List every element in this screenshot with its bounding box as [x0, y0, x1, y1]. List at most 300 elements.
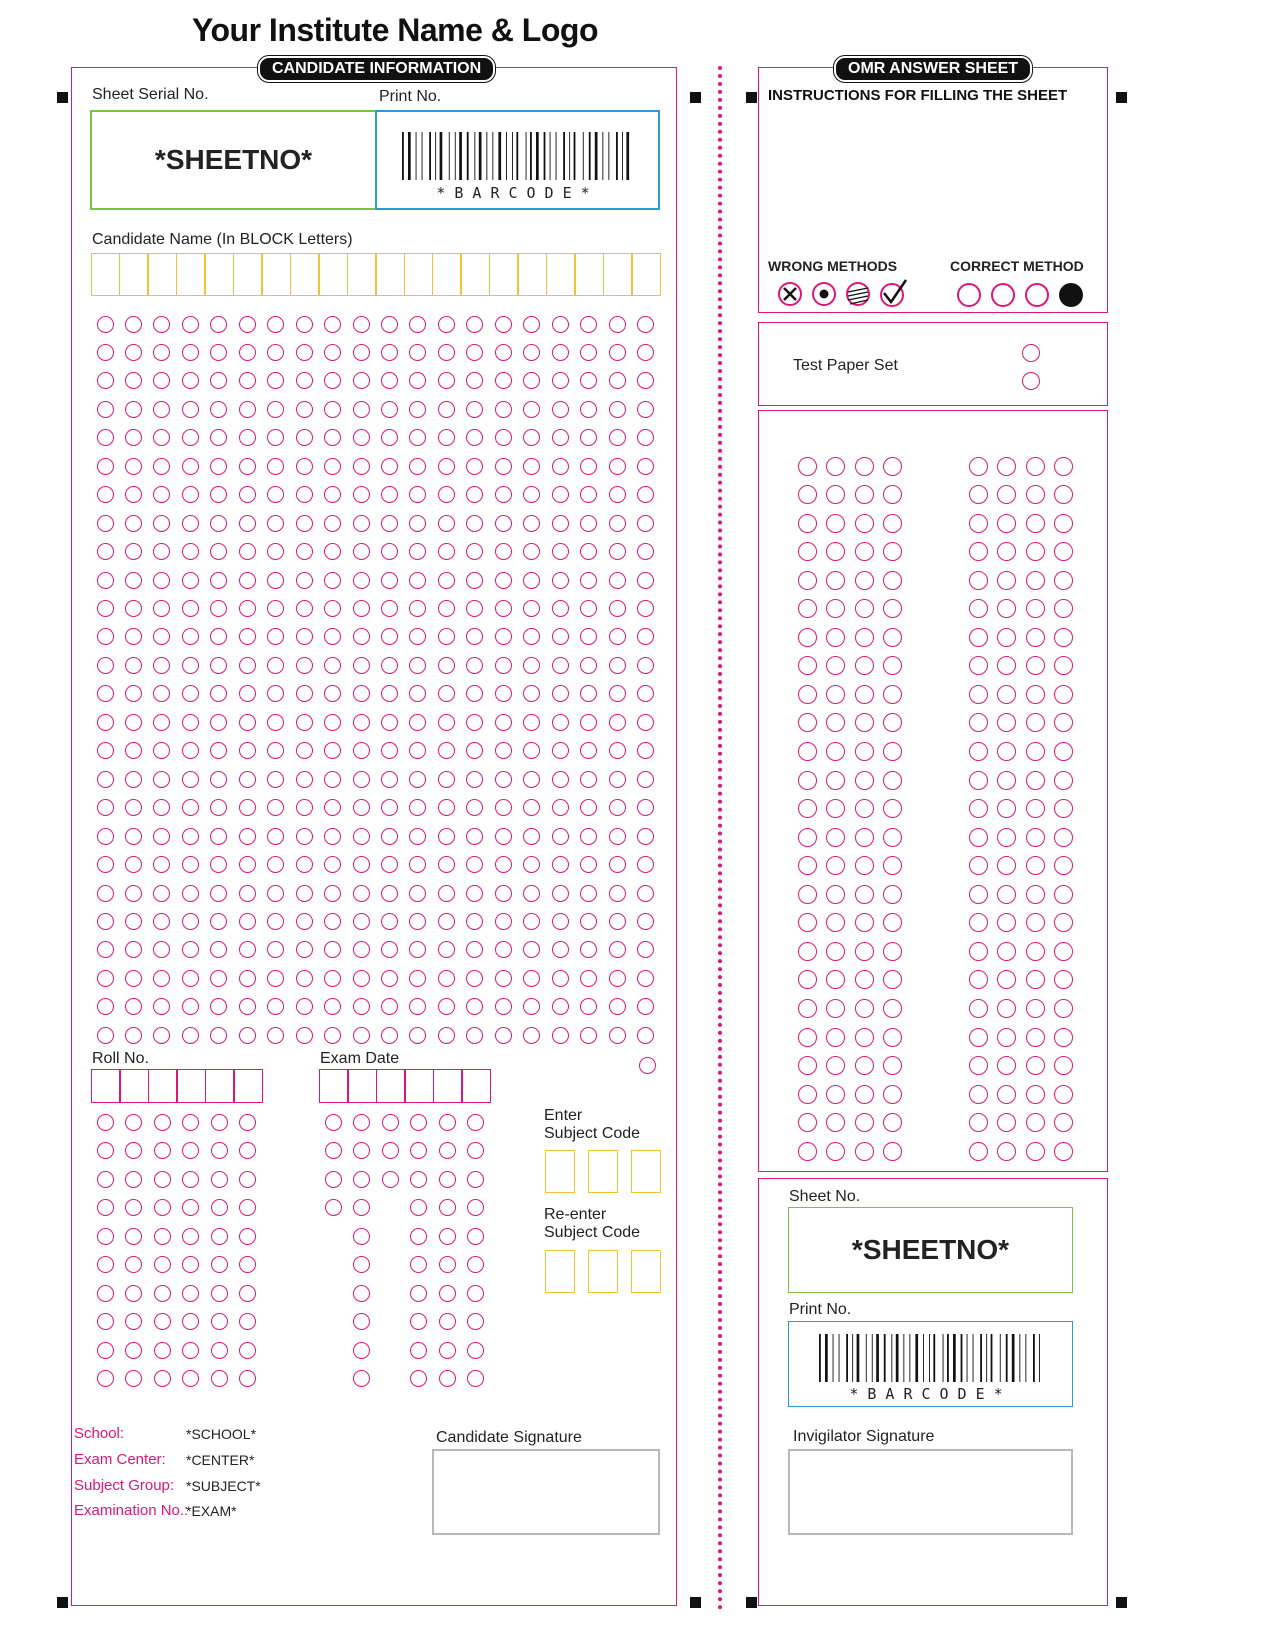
name-letter-bubble[interactable] [267, 771, 284, 788]
name-letter-bubble[interactable] [637, 913, 654, 930]
answer-bubble[interactable] [969, 856, 988, 875]
name-letter-bubble[interactable] [353, 572, 370, 589]
answer-bubble[interactable] [798, 1085, 817, 1104]
date-digit-bubble[interactable] [410, 1285, 427, 1302]
roll-digit-bubble[interactable] [239, 1342, 256, 1359]
answer-bubble[interactable] [883, 571, 902, 590]
name-letter-bubble[interactable] [296, 344, 313, 361]
name-letter-bubble[interactable] [296, 316, 313, 333]
name-letter-bubble[interactable] [552, 998, 569, 1015]
name-letter-bubble[interactable] [125, 970, 142, 987]
name-letter-bubble[interactable] [296, 714, 313, 731]
answer-bubble[interactable] [855, 599, 874, 618]
roll-digit-bubble[interactable] [97, 1142, 114, 1159]
name-letter-bubble[interactable] [210, 515, 227, 532]
name-letter-bubble[interactable] [552, 941, 569, 958]
roll-digit-bubble[interactable] [154, 1114, 171, 1131]
roll-digit-bubble[interactable] [97, 1313, 114, 1330]
roll-digit-bubble[interactable] [97, 1370, 114, 1387]
name-letter-bubble[interactable] [353, 828, 370, 845]
name-letter-bubble[interactable] [153, 771, 170, 788]
name-letter-bubble[interactable] [210, 316, 227, 333]
answer-bubble[interactable] [826, 514, 845, 533]
name-letter-bubble[interactable] [580, 657, 597, 674]
name-letter-bubble[interactable] [296, 572, 313, 589]
name-letter-bubble[interactable] [125, 344, 142, 361]
answer-bubble[interactable] [798, 913, 817, 932]
answer-bubble[interactable] [883, 942, 902, 961]
name-letter-bubble[interactable] [267, 344, 284, 361]
reenter-subject-code-box[interactable] [588, 1250, 618, 1293]
name-letter-bubble[interactable] [97, 344, 114, 361]
name-letter-bubble[interactable] [580, 828, 597, 845]
name-letter-bubble[interactable] [637, 458, 654, 475]
answer-bubble[interactable] [1054, 457, 1073, 476]
answer-bubble[interactable] [969, 713, 988, 732]
name-letter-bubble[interactable] [182, 515, 199, 532]
name-letter-bubble[interactable] [324, 515, 341, 532]
answer-bubble[interactable] [1026, 771, 1045, 790]
name-letter-bubble[interactable] [438, 316, 455, 333]
name-letter-bubble[interactable] [97, 913, 114, 930]
answer-bubble[interactable] [997, 1113, 1016, 1132]
date-digit-bubble[interactable] [410, 1342, 427, 1359]
name-letter-bubble[interactable] [381, 458, 398, 475]
name-letter-bubble[interactable] [125, 543, 142, 560]
date-digit-bubble[interactable] [439, 1285, 456, 1302]
answer-bubble[interactable] [798, 599, 817, 618]
answer-bubble[interactable] [969, 942, 988, 961]
name-letter-bubble[interactable] [182, 600, 199, 617]
name-letter-bubble[interactable] [296, 401, 313, 418]
name-letter-bubble[interactable] [438, 401, 455, 418]
name-letter-bubble[interactable] [523, 970, 540, 987]
date-digit-bubble[interactable] [439, 1313, 456, 1330]
answer-bubble[interactable] [855, 685, 874, 704]
name-letter-bubble[interactable] [239, 344, 256, 361]
name-letter-bubble[interactable] [324, 714, 341, 731]
name-letter-bubble[interactable] [466, 771, 483, 788]
answer-bubble[interactable] [798, 514, 817, 533]
name-letter-bubble[interactable] [210, 714, 227, 731]
date-digit-bubble[interactable] [410, 1114, 427, 1131]
name-letter-bubble[interactable] [523, 828, 540, 845]
name-letter-bubble[interactable] [552, 372, 569, 389]
date-digit-bubble[interactable] [353, 1114, 370, 1131]
date-digit-bubble[interactable] [353, 1199, 370, 1216]
name-letter-bubble[interactable] [296, 998, 313, 1015]
name-letter-bubble[interactable] [182, 543, 199, 560]
name-letter-bubble[interactable] [267, 657, 284, 674]
name-letter-box[interactable] [119, 253, 148, 296]
name-letter-bubble[interactable] [381, 885, 398, 902]
answer-bubble[interactable] [798, 1028, 817, 1047]
name-letter-bubble[interactable] [495, 344, 512, 361]
date-digit-bubble[interactable] [467, 1142, 484, 1159]
answer-bubble[interactable] [1054, 571, 1073, 590]
name-letter-bubble[interactable] [296, 771, 313, 788]
answer-bubble[interactable] [798, 1056, 817, 1075]
name-letter-bubble[interactable] [495, 856, 512, 873]
answer-bubble[interactable] [1026, 1085, 1045, 1104]
answer-bubble[interactable] [997, 885, 1016, 904]
answer-bubble[interactable] [826, 457, 845, 476]
answer-bubble[interactable] [798, 742, 817, 761]
name-letter-box[interactable] [290, 253, 319, 296]
name-letter-bubble[interactable] [353, 344, 370, 361]
name-letter-bubble[interactable] [97, 828, 114, 845]
roll-no-box[interactable] [120, 1069, 149, 1103]
name-letter-bubble[interactable] [552, 429, 569, 446]
roll-digit-bubble[interactable] [97, 1171, 114, 1188]
name-letter-bubble[interactable] [552, 600, 569, 617]
answer-bubble[interactable] [1026, 571, 1045, 590]
answer-bubble[interactable] [997, 1028, 1016, 1047]
answer-bubble[interactable] [883, 1142, 902, 1161]
name-letter-bubble[interactable] [182, 486, 199, 503]
date-digit-bubble[interactable] [325, 1171, 342, 1188]
subject-code-box[interactable] [631, 1150, 661, 1193]
answer-bubble[interactable] [826, 828, 845, 847]
name-letter-bubble[interactable] [296, 913, 313, 930]
answer-bubble[interactable] [997, 942, 1016, 961]
name-letter-bubble[interactable] [296, 628, 313, 645]
date-digit-bubble[interactable] [439, 1199, 456, 1216]
name-letter-bubble[interactable] [125, 401, 142, 418]
name-letter-bubble[interactable] [324, 401, 341, 418]
name-letter-bubble[interactable] [97, 572, 114, 589]
answer-bubble[interactable] [855, 799, 874, 818]
roll-digit-bubble[interactable] [239, 1285, 256, 1302]
name-letter-bubble[interactable] [580, 572, 597, 589]
answer-bubble[interactable] [969, 514, 988, 533]
name-letter-bubble[interactable] [381, 401, 398, 418]
name-letter-bubble[interactable] [324, 600, 341, 617]
answer-bubble[interactable] [1026, 1142, 1045, 1161]
answer-bubble[interactable] [855, 1113, 874, 1132]
answer-bubble[interactable] [969, 485, 988, 504]
name-letter-bubble[interactable] [296, 657, 313, 674]
date-digit-bubble[interactable] [467, 1228, 484, 1245]
name-letter-bubble[interactable] [182, 401, 199, 418]
answer-bubble[interactable] [1054, 485, 1073, 504]
roll-digit-bubble[interactable] [154, 1342, 171, 1359]
name-letter-bubble[interactable] [438, 657, 455, 674]
roll-digit-bubble[interactable] [211, 1199, 228, 1216]
answer-bubble[interactable] [826, 628, 845, 647]
name-letter-bubble[interactable] [637, 1027, 654, 1044]
name-letter-bubble[interactable] [609, 913, 626, 930]
name-letter-bubble[interactable] [324, 344, 341, 361]
answer-bubble[interactable] [826, 885, 845, 904]
name-letter-bubble[interactable] [466, 316, 483, 333]
name-letter-bubble[interactable] [210, 1027, 227, 1044]
answer-bubble[interactable] [855, 856, 874, 875]
roll-digit-bubble[interactable] [125, 1171, 142, 1188]
name-letter-bubble[interactable] [438, 600, 455, 617]
name-letter-bubble[interactable] [125, 458, 142, 475]
name-letter-bubble[interactable] [239, 771, 256, 788]
name-letter-bubble[interactable] [97, 600, 114, 617]
name-letter-bubble[interactable] [438, 771, 455, 788]
answer-bubble[interactable] [997, 1142, 1016, 1161]
name-letter-bubble[interactable] [495, 515, 512, 532]
roll-no-box[interactable] [91, 1069, 120, 1103]
name-letter-bubble[interactable] [381, 515, 398, 532]
answer-bubble[interactable] [1054, 628, 1073, 647]
subject-code-box[interactable] [588, 1150, 618, 1193]
name-letter-bubble[interactable] [125, 486, 142, 503]
name-letter-bubble[interactable] [267, 401, 284, 418]
name-letter-bubble[interactable] [267, 572, 284, 589]
name-letter-bubble[interactable] [296, 458, 313, 475]
name-letter-bubble[interactable] [182, 657, 199, 674]
name-letter-bubble[interactable] [466, 885, 483, 902]
name-letter-bubble[interactable] [466, 828, 483, 845]
roll-digit-bubble[interactable] [97, 1228, 114, 1245]
name-letter-bubble[interactable] [267, 458, 284, 475]
roll-digit-bubble[interactable] [239, 1370, 256, 1387]
name-letter-bubble[interactable] [609, 885, 626, 902]
name-letter-bubble[interactable] [353, 401, 370, 418]
roll-digit-bubble[interactable] [182, 1114, 199, 1131]
name-letter-bubble[interactable] [609, 657, 626, 674]
name-letter-bubble[interactable] [353, 771, 370, 788]
answer-bubble[interactable] [826, 1113, 845, 1132]
name-letter-bubble[interactable] [296, 742, 313, 759]
date-digit-bubble[interactable] [325, 1114, 342, 1131]
answer-bubble[interactable] [883, 1056, 902, 1075]
answer-bubble[interactable] [997, 742, 1016, 761]
name-letter-bubble[interactable] [97, 998, 114, 1015]
answer-bubble[interactable] [855, 742, 874, 761]
date-digit-bubble[interactable] [382, 1114, 399, 1131]
date-digit-bubble[interactable] [410, 1199, 427, 1216]
answer-bubble[interactable] [826, 1056, 845, 1075]
answer-bubble[interactable] [1054, 828, 1073, 847]
name-letter-bubble[interactable] [409, 828, 426, 845]
name-letter-bubble[interactable] [239, 885, 256, 902]
name-letter-box[interactable] [376, 253, 405, 296]
answer-bubble[interactable] [855, 828, 874, 847]
name-letter-bubble[interactable] [495, 600, 512, 617]
name-letter-bubble[interactable] [609, 600, 626, 617]
name-letter-bubble[interactable] [580, 344, 597, 361]
date-digit-bubble[interactable] [353, 1228, 370, 1245]
name-letter-bubble[interactable] [239, 714, 256, 731]
name-letter-bubble[interactable] [239, 685, 256, 702]
answer-bubble[interactable] [1026, 599, 1045, 618]
name-letter-box[interactable] [489, 253, 518, 296]
roll-digit-bubble[interactable] [125, 1228, 142, 1245]
name-letter-bubble[interactable] [353, 856, 370, 873]
answer-bubble[interactable] [969, 628, 988, 647]
name-letter-bubble[interactable] [495, 1027, 512, 1044]
name-letter-bubble[interactable] [239, 799, 256, 816]
name-letter-bubble[interactable] [353, 913, 370, 930]
name-letter-bubble[interactable] [495, 429, 512, 446]
name-letter-bubble[interactable] [609, 714, 626, 731]
roll-digit-bubble[interactable] [211, 1142, 228, 1159]
name-letter-bubble[interactable] [609, 771, 626, 788]
name-letter-bubble[interactable] [438, 856, 455, 873]
name-letter-bubble[interactable] [495, 970, 512, 987]
name-letter-bubble[interactable] [210, 828, 227, 845]
name-extra-bubble[interactable] [639, 1057, 656, 1074]
name-letter-bubble[interactable] [239, 316, 256, 333]
name-letter-bubble[interactable] [637, 828, 654, 845]
roll-digit-bubble[interactable] [239, 1171, 256, 1188]
answer-bubble[interactable] [883, 628, 902, 647]
answer-bubble[interactable] [855, 970, 874, 989]
name-letter-bubble[interactable] [125, 1027, 142, 1044]
date-digit-bubble[interactable] [325, 1142, 342, 1159]
answer-bubble[interactable] [855, 885, 874, 904]
answer-bubble[interactable] [997, 514, 1016, 533]
answer-bubble[interactable] [798, 542, 817, 561]
name-letter-bubble[interactable] [239, 828, 256, 845]
name-letter-bubble[interactable] [552, 828, 569, 845]
name-letter-bubble[interactable] [353, 1027, 370, 1044]
name-letter-bubble[interactable] [125, 316, 142, 333]
name-letter-box[interactable] [176, 253, 205, 296]
name-letter-bubble[interactable] [97, 799, 114, 816]
name-letter-bubble[interactable] [353, 372, 370, 389]
name-letter-box[interactable] [575, 253, 604, 296]
name-letter-box[interactable] [347, 253, 376, 296]
roll-digit-bubble[interactable] [154, 1313, 171, 1330]
answer-bubble[interactable] [969, 685, 988, 704]
answer-bubble[interactable] [1026, 942, 1045, 961]
name-letter-bubble[interactable] [637, 771, 654, 788]
answer-bubble[interactable] [997, 485, 1016, 504]
name-letter-bubble[interactable] [580, 401, 597, 418]
name-letter-bubble[interactable] [125, 885, 142, 902]
date-digit-bubble[interactable] [353, 1313, 370, 1330]
roll-digit-bubble[interactable] [154, 1370, 171, 1387]
name-letter-bubble[interactable] [637, 344, 654, 361]
answer-bubble[interactable] [883, 514, 902, 533]
name-letter-bubble[interactable] [353, 316, 370, 333]
name-letter-bubble[interactable] [523, 401, 540, 418]
answer-bubble[interactable] [969, 913, 988, 932]
name-letter-bubble[interactable] [296, 885, 313, 902]
name-letter-bubble[interactable] [296, 828, 313, 845]
roll-digit-bubble[interactable] [97, 1199, 114, 1216]
answer-bubble[interactable] [855, 1056, 874, 1075]
name-letter-bubble[interactable] [353, 970, 370, 987]
answer-bubble[interactable] [798, 485, 817, 504]
name-letter-bubble[interactable] [495, 543, 512, 560]
answer-bubble[interactable] [997, 571, 1016, 590]
name-letter-bubble[interactable] [324, 657, 341, 674]
roll-no-box[interactable] [148, 1069, 177, 1103]
name-letter-bubble[interactable] [296, 856, 313, 873]
name-letter-bubble[interactable] [324, 885, 341, 902]
name-letter-bubble[interactable] [609, 828, 626, 845]
name-letter-bubble[interactable] [495, 572, 512, 589]
roll-digit-bubble[interactable] [97, 1285, 114, 1302]
date-digit-bubble[interactable] [353, 1370, 370, 1387]
answer-bubble[interactable] [1026, 885, 1045, 904]
name-letter-bubble[interactable] [97, 458, 114, 475]
roll-digit-bubble[interactable] [97, 1256, 114, 1273]
roll-digit-bubble[interactable] [125, 1142, 142, 1159]
exam-date-box[interactable] [376, 1069, 405, 1103]
name-letter-bubble[interactable] [125, 799, 142, 816]
name-letter-bubble[interactable] [125, 771, 142, 788]
name-letter-bubble[interactable] [409, 885, 426, 902]
answer-bubble[interactable] [1054, 542, 1073, 561]
name-letter-bubble[interactable] [609, 543, 626, 560]
name-letter-bubble[interactable] [381, 970, 398, 987]
name-letter-bubble[interactable] [495, 401, 512, 418]
name-letter-bubble[interactable] [552, 543, 569, 560]
date-digit-bubble[interactable] [439, 1142, 456, 1159]
name-letter-bubble[interactable] [125, 572, 142, 589]
name-letter-bubble[interactable] [495, 885, 512, 902]
name-letter-bubble[interactable] [125, 657, 142, 674]
roll-digit-bubble[interactable] [211, 1256, 228, 1273]
answer-bubble[interactable] [798, 856, 817, 875]
answer-bubble[interactable] [883, 771, 902, 790]
answer-bubble[interactable] [798, 571, 817, 590]
roll-no-box[interactable] [234, 1069, 263, 1103]
name-letter-bubble[interactable] [324, 458, 341, 475]
name-letter-bubble[interactable] [296, 600, 313, 617]
name-letter-bubble[interactable] [182, 970, 199, 987]
roll-digit-bubble[interactable] [239, 1142, 256, 1159]
name-letter-bubble[interactable] [466, 458, 483, 475]
answer-bubble[interactable] [969, 771, 988, 790]
roll-digit-bubble[interactable] [182, 1142, 199, 1159]
name-letter-bubble[interactable] [580, 515, 597, 532]
date-digit-bubble[interactable] [439, 1114, 456, 1131]
name-letter-bubble[interactable] [353, 799, 370, 816]
name-letter-bubble[interactable] [182, 856, 199, 873]
name-letter-bubble[interactable] [523, 885, 540, 902]
name-letter-bubble[interactable] [125, 856, 142, 873]
name-letter-bubble[interactable] [353, 998, 370, 1015]
name-letter-bubble[interactable] [580, 458, 597, 475]
answer-bubble[interactable] [883, 485, 902, 504]
name-letter-bubble[interactable] [438, 344, 455, 361]
answer-bubble[interactable] [1026, 514, 1045, 533]
name-letter-bubble[interactable] [353, 429, 370, 446]
name-letter-bubble[interactable] [210, 458, 227, 475]
name-letter-box[interactable] [262, 253, 291, 296]
name-letter-bubble[interactable] [552, 572, 569, 589]
name-letter-bubble[interactable] [552, 714, 569, 731]
name-letter-bubble[interactable] [438, 543, 455, 560]
answer-bubble[interactable] [969, 571, 988, 590]
name-letter-bubble[interactable] [438, 828, 455, 845]
name-letter-bubble[interactable] [381, 657, 398, 674]
answer-bubble[interactable] [1026, 999, 1045, 1018]
date-digit-bubble[interactable] [325, 1199, 342, 1216]
answer-bubble[interactable] [1026, 970, 1045, 989]
roll-digit-bubble[interactable] [182, 1285, 199, 1302]
name-letter-bubble[interactable] [609, 515, 626, 532]
name-letter-bubble[interactable] [97, 401, 114, 418]
name-letter-bubble[interactable] [580, 600, 597, 617]
name-letter-bubble[interactable] [523, 458, 540, 475]
answer-bubble[interactable] [1054, 514, 1073, 533]
answer-bubble[interactable] [969, 1113, 988, 1132]
name-letter-box[interactable] [546, 253, 575, 296]
name-letter-bubble[interactable] [97, 657, 114, 674]
answer-bubble[interactable] [997, 1085, 1016, 1104]
